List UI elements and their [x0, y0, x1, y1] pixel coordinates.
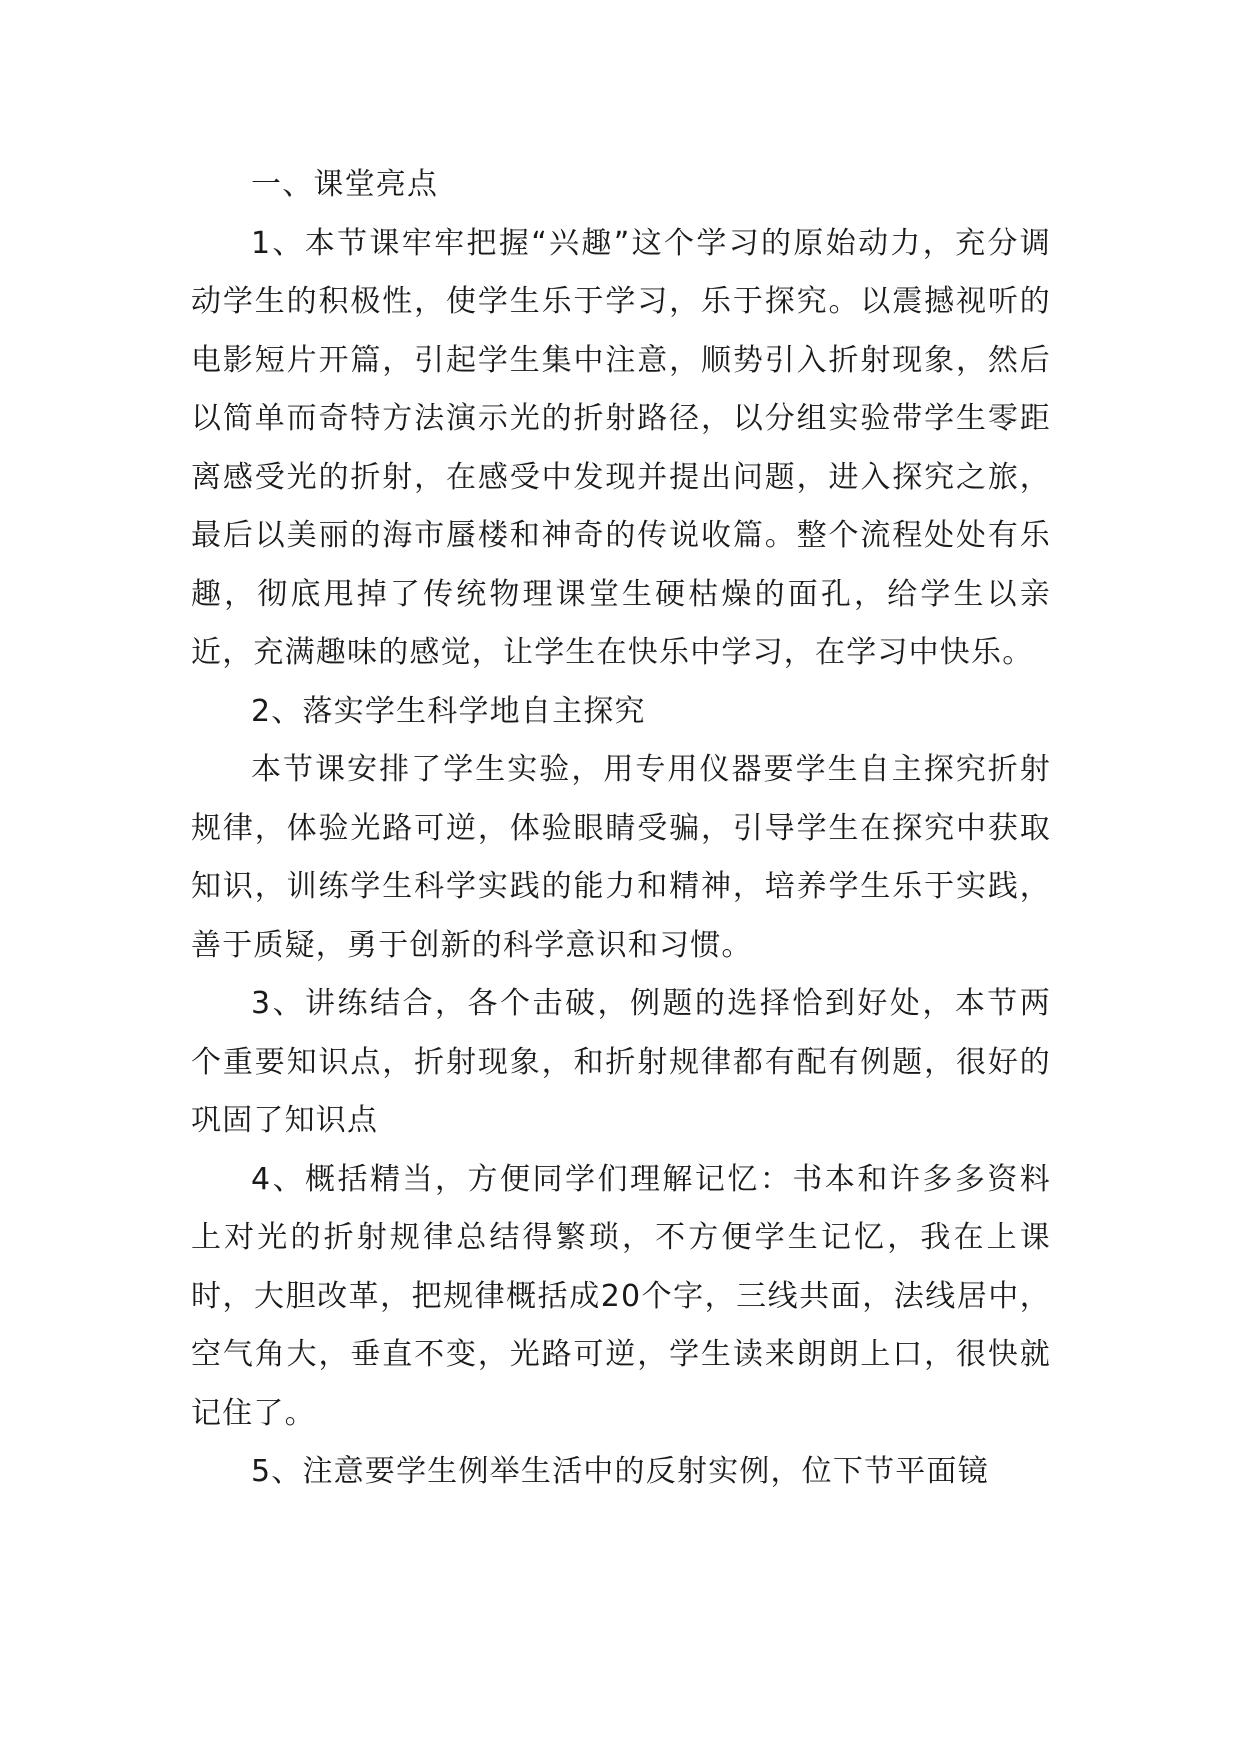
paragraph-highlight-2-body: 本节课安排了学生实验，用专用仪器要学生自主探究折射规律，体验光路可逆，体验眼睛受骗，引导学生在探究中获取知识，训练学生科学实践的能力和精神，培养学生乐于实践，善于质疑，勇于创新的科学意识和习惯。 — [191, 752, 1051, 963]
paragraph-highlight-2-title: 2、落实学生科学地自主探究 — [251, 693, 646, 729]
paragraph-highlight-3: 3、讲练结合，各个击破，例题的选择恰到好处，本节两个重要知识点，折射现象，和折射规律都有配有例题，很好的巩固了知识点 — [191, 986, 1051, 1138]
section-heading: 一、课堂亮点 — [251, 167, 439, 202]
document-body — [191, 156, 1051, 1502]
paragraph-highlight-4: 4、概括精当，方便同学们理解记忆：书本和许多多资料上对光的折射规律总结得繁琐，不方便学生记忆，我在上课时，大胆改革，把规律概括成20个字，三线共面，法线居中，空气角大，垂直不变，光路可逆，学生读来朗朗上口，很快就记住了。 — [191, 1161, 1051, 1431]
paragraph-highlight-5: 5、注意要学生例举生活中的反射实例，位下节平面镜 — [251, 1454, 989, 1489]
paragraph-highlight-1: 1、本节课牢牢把握“兴趣”这个学习的原始动力，充分调动学生的积极性，使学生乐于学习，乐于探究。以震撼视听的电影短片开篇，引起学生集中注意，顺势引入折射现象，然后以简单而奇特方法演示光的折射路径，以分组实验带学生零距离感受光的折射，在感受中发现并提出问题，进入探究之旅，最后以美丽的海市蜃楼和神奇的传说收篇。整个流程处处有乐趣，彻底甩掉了传统物理课堂生硬枯燥的面孔，给学生以亲近，充满趣味的感觉，让学生在快乐中学习，在学习中快乐。 — [191, 225, 1051, 670]
